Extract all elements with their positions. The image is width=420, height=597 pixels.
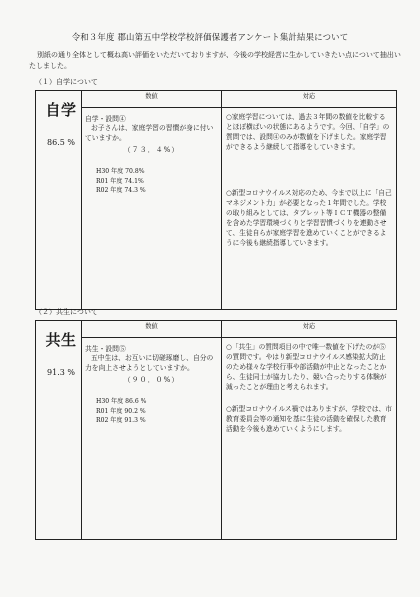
kyousei-table [35, 320, 397, 540]
year-row: R01 年度 90.2 % [96, 407, 146, 415]
response-cell [222, 338, 397, 540]
year-history [96, 397, 221, 426]
question-text: お子さんは、家庭学習の習慣が身に付いていますか。 [85, 124, 214, 142]
response-cell [222, 108, 397, 310]
response-paragraph: ○新型コロナウイルス禍ではありますが、学校では、市教育委員会等の通知を基に生徒の活動を確保した教育活動を今後も進めていくようにします。 [226, 405, 392, 433]
subject-title: 共生 [45, 331, 77, 349]
year-history [96, 167, 221, 196]
header-response: 対応 [222, 91, 397, 108]
question-number: 自学・設問④ [85, 115, 126, 123]
response-paragraph: ○新型コロナウイルス対応のため、今まで以上に「自己マネジメント力」が必要となった１年間でした。学校の取り組みとしては、タブレット等ＩＣＴ機器の整備を含めた学習環境づくりと学習習慣づくりを連動させて、生徒自らが家庭学習を進めていくことができるように今後も継続指導していきます。 [226, 189, 392, 247]
section-label-jigaku: （１）自学について [35, 78, 98, 86]
response-paragraph: ○家庭学習については、過去３年間の数値を比較するとほぼ横ばいの状態にあるようです。今回、「自学」の質問では、設問④のみが数値を下げました。家庭学習ができるよう継続して指導をしていきます。 [226, 113, 390, 151]
header-response: 対応 [222, 321, 397, 338]
jigaku-table [35, 90, 397, 310]
header-value: 数値 [82, 321, 222, 338]
question-text: 五中生は、お互いに切磋琢磨し、自分の力を向上させようとしていますか。 [85, 354, 214, 372]
subject-cell [36, 321, 82, 540]
question-rate: （９０．０%） [123, 376, 180, 384]
subject-percent: 86.5 % [47, 138, 75, 147]
question-rate: （７３．４%） [123, 146, 180, 154]
year-row: R02 年度 74.3 % [96, 187, 146, 195]
question-cell [82, 338, 222, 540]
year-row: H30 年度 86.6 % [96, 398, 147, 405]
subject-cell [36, 91, 82, 310]
year-row: R02 年度 91.3 % [96, 417, 146, 425]
page-title: 令和３年度 郡山第五中学校学校評価保護者アンケート集計結果について [71, 32, 349, 42]
subject-title: 自学 [45, 101, 77, 119]
question-cell [82, 108, 222, 310]
intro-paragraph: 別紙の通り全体として概ね高い評価をいただいておりますが、今後の学校経営に生かしていきたい点について抽出いたしました。 [29, 51, 401, 70]
year-row: H30 年度 70.8% [96, 168, 145, 175]
section-label-kyousei: （２）共生について [35, 308, 98, 316]
header-value: 数値 [82, 91, 222, 108]
subject-percent: 91.3 % [47, 368, 75, 377]
year-row: R01 年度 74.1% [96, 177, 144, 185]
question-number: 共生・設問⑤ [85, 345, 126, 353]
response-paragraph: ○「共生」の質問項目の中で唯一数値を下げたのが⑤の質問です。やはり新型コロナウイルス感染拡大防止のため様々な学校行事や部活動が中止となったことから、生徒同士が協力したり、競い合ったりする体験が減ったことが理由と考えられます。 [226, 343, 387, 391]
